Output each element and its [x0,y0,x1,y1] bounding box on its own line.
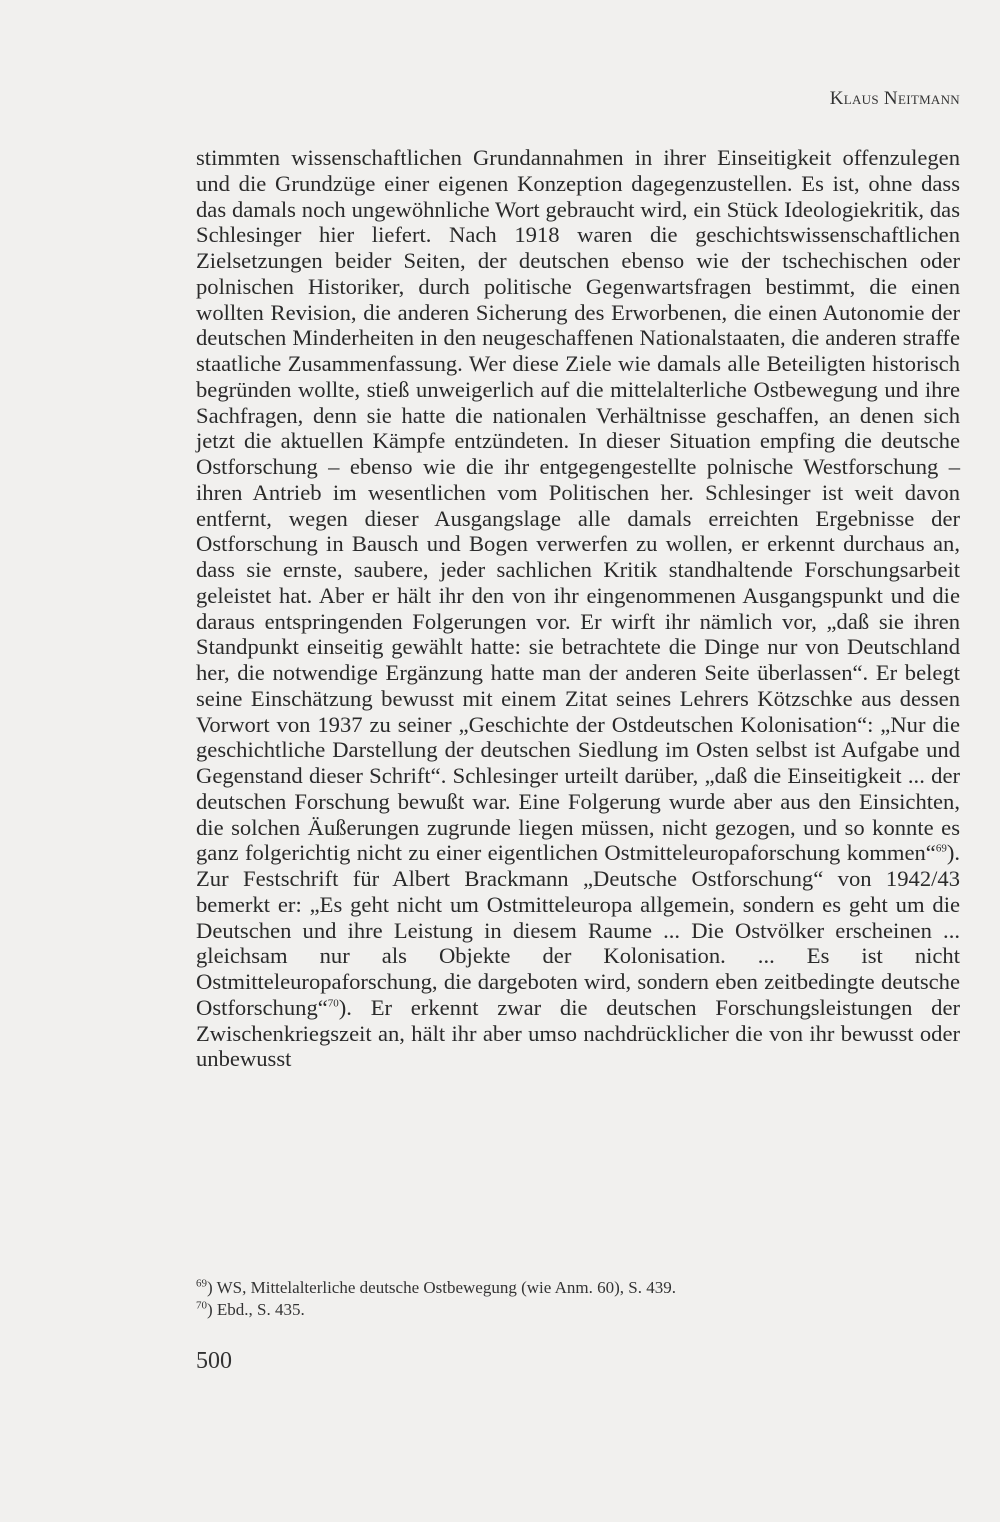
footnote-text: ) Ebd., S. 435. [207,1300,305,1319]
footnote-number: 69 [196,1277,207,1290]
footnote-ref-69[interactable]: 69 [935,842,947,855]
body-paragraph [196,145,960,1072]
footnote-70 [196,1299,960,1321]
footnote-number: 70 [196,1299,207,1312]
footnotes-section [196,1277,960,1321]
footnote-text: ) WS, Mittelalterliche deutsche Ostbewegung (wie Anm. 60), S. 439. [207,1278,676,1297]
body-text-part-2: ). Zur Festschrift für Albert Brackmann „Deutsche Ostforschung“ von 1942/43 bemerkt er: „Es geht nicht um Ostmitteleuropa allgemein, sondern es geht um die Deutschen und ihre Leistung in diesem Raume ... Die Ostvölker erscheinen ... gleichsam nur als Objekte der Kolonisation. ... Es ist nicht Ostmitteleuropaforschung, die dargeboten wird, sondern eben zeitbedingte deutsche Ostforschung“ [196,840,960,1020]
page-number: 500 [196,1348,232,1374]
body-text-part-3: ). Er erkennt zwar die deutschen Forschungsleistungen der Zwischenkriegszeit an, hält ihr aber umso nachdrücklicher die von ihr bewusst oder unbewusst [196,994,960,1072]
running-head: Klaus Neitmann [829,88,960,109]
footnote-ref-70[interactable]: 70 [327,997,339,1010]
footnote-69 [196,1277,960,1299]
body-text-part-1: stimmten wissenschaftlichen Grundannahmen in ihrer Einseitigkeit offenzulegen und die Grundzüge einer eigenen Konzeption dagegenzustellen. Es ist, ohne dass das damals noch ungewöhnliche Wort gebraucht wird, ein Stück Ideologiekritik, das Schlesinger hier liefert. Nach 1918 waren die geschichtswissenschaftlichen Zielsetzungen beider Seiten, der deutschen ebenso wie der tschechischen oder polnischen Historiker, durch politische Gegenwartsfragen bestimmt, die einen wollten Revision, die anderen Sicherung des Erworbenen, die einen Autonomie der deutschen Minderheiten in den neugeschaffenen Nationalstaaten, die anderen straffe staatliche Zusammenfassung. Wer diese Ziele wie damals alle Beteiligten historisch begründen wollte, stieß unweigerlich auf die mittelalterliche Ostbewegung und ihre Sachfragen, denn sie hatte die nationalen Verhältnisse geschaffen, an denen sich jetzt die aktuellen Kämpfe entzündeten. In dieser Situation empfing die deutsche Ostforschung – ebenso wie die ihr entgegengestellte polnische Westforschung – ihren Antrieb im wesentlichen vom Politischen her. Schlesinger ist weit davon entfernt, wegen dieser Ausgangslage alle damals erreichten Ergebnisse der Ostforschung in Bausch und Bogen verwerfen zu wollen, er erkennt durchaus an, dass sie ernste, saubere, jeder sachlichen Kritik standhaltende Forschungsarbeit geleistet hat. Aber er hält ihr den von ihr eingenommenen Ausgangspunkt und die daraus entspringenden Folgerungen vor. Er wirft ihr nämlich vor, „daß sie ihren Standpunkt einseitig gewählt hatte: sie betrachtete die Dinge nur von Deutschland her, die notwendige Ergänzung hatte man der anderen Seite überlassen“. Er belegt seine Einschätzung bewusst mit einem Zitat seines Lehrers Kötzschke aus dessen Vorwort von 1937 zu seiner „Geschichte der Ostdeutschen Kolonisation“: „Nur die geschichtliche Darstellung der deutschen Siedlung im Osten selbst ist Aufgabe und Gegenstand dieser Schrift“. Schlesinger urteilt darüber, „daß die Einseitigkeit ... der deutschen Forschung bewußt war. Eine Folgerung wurde aber aus den Einsichten, die solchen Äußerungen zugrunde liegen müssen, nicht gezogen, und so konnte es ganz folgerichtig nicht zu einer eigentlichen Ostmitteleuropaforschung kommen“ [196,145,960,866]
